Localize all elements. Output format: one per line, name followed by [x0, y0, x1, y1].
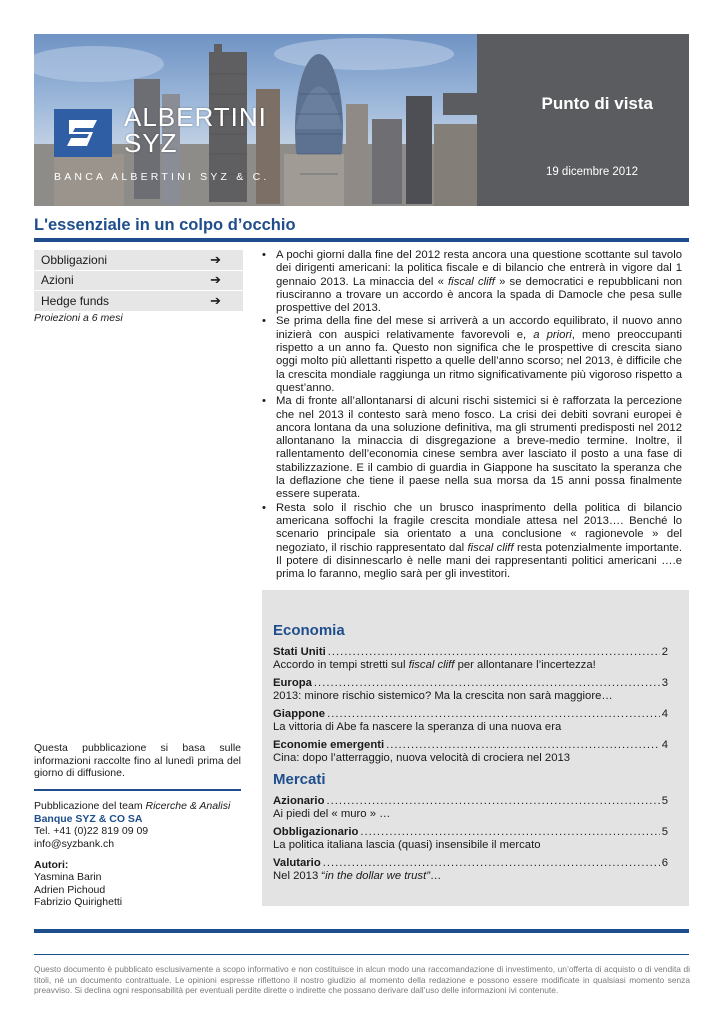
- page-title: L'essenziale in un colpo d’occhio: [34, 216, 296, 234]
- outlook-label: Azioni: [41, 273, 74, 288]
- toc-item-obbligazionario[interactable]: Obbligazionario ..... 5 La politica italiana lascia (quasi) insensibile il mercato: [273, 826, 668, 852]
- toc-item-economie-emergenti[interactable]: Economie emergenti ..... 4 Cina: dopo l’atterraggio, nuova velocità di crociera nel 2013: [273, 739, 668, 765]
- team-info: [34, 800, 249, 850]
- team-phone: Tel. +41 (0)22 819 09 09: [34, 825, 149, 838]
- brand-name: [124, 104, 267, 156]
- outlook-row-hedge-funds: [34, 291, 243, 312]
- footer-divider-thin: [34, 954, 689, 955]
- author-name: Yasmina Barin: [34, 871, 102, 884]
- brand-name-line1: ALBERTINI: [124, 102, 267, 132]
- toc-item-stati-uniti[interactable]: Stati Uniti ..... 2 Accordo in tempi stretti sul fiscal cliff per allontanare l’incertezza!: [273, 646, 668, 672]
- left-divider: [34, 789, 241, 791]
- title-panel: [477, 34, 689, 206]
- disclaimer-text: Questo documento è pubblicato esclusivamente a scopo informativo e non costituisce in alcun modo una raccomandazione di investimento, un’offerta di acquisto o di vendita di titoli, né un documento contrattuale. Le opinioni espresse riflettono il nostro giudizio al momento della redazione e possono essere modificate in qualsiasi momento senza preavviso. Si declina ogni responsabilità per eventuali perdite dirette o indirette che possano derivare dall’uso delle informazioni ivi contenute.: [34, 964, 690, 996]
- header-banner: [34, 34, 689, 206]
- team-intro: Pubblicazione del team Ricerche & Analisi: [34, 800, 231, 812]
- outlook-row-equities: [34, 271, 243, 292]
- key-point: • Ma di fronte all’allontanarsi di alcuni rischi sistemici si è rafforzata la percezione che nel 2013 il contesto sarà meno fosco. La crisi dei debiti sovrani europei è ancora lontana da una soluzione definitiva, ma gli strumenti predisposti nel 2012 allontanano la minaccia di disgregazione a breve-medio termine. Inoltre, il rallentamento dell’economia cinese sembra aver lasciato il posto a una fase di stabilizzazione. E il cambio di guardia in Giappone ha suscitato la speranza che la deflazione che tiene il paese nella sua morsa da 15 anni possa finalmente essere superata.: [262, 395, 682, 501]
- team-email[interactable]: info@syzbank.ch: [34, 837, 115, 850]
- table-of-contents: [262, 590, 689, 906]
- authors: [34, 859, 241, 909]
- toc-section-mercati: Mercati: [273, 771, 326, 788]
- toc-item-europa[interactable]: Europa ..... 3 2013: minore rischio sistemico? Ma la crescita non sarà maggiore…: [273, 677, 668, 703]
- right-arrow-icon: ➔: [210, 251, 221, 267]
- brand-logo-icon: [54, 109, 112, 157]
- toc-item-azionario[interactable]: Azionario ..... 5 Ai piedi del « muro » …: [273, 795, 668, 821]
- toc-section-economia: Economia: [273, 622, 345, 639]
- author-name: Fabrizio Quirighetti: [34, 896, 123, 909]
- team-brand: Banque SYZ & CO SA: [34, 812, 143, 825]
- outlook-label: Hedge funds: [41, 293, 110, 308]
- right-arrow-icon: ➔: [210, 272, 221, 288]
- authors-label: Autori:: [34, 859, 69, 871]
- publication-note: Questa pubblicazione si basa sulle informazioni raccolte fino al lunedì prima del giorno di diffusione.: [34, 742, 241, 780]
- heading-divider: [34, 238, 689, 242]
- brand-subtitle: BANCA ALBERTINI SYZ & C.: [54, 171, 270, 183]
- key-point: • Resta solo il rischio che un brusco inasprimento della politica di bilancio americana soffochi la fragile crescita mondiale attesa nel 2013…. Benché lo scenario principale sia orientato a una conclusione « ragionevole » del negoziato, il rischio rappresentato dal fiscal cliff resta potenzialmente importante. Il potere di disinnescarlo è nelle mani dei rappresentanti politici americani ….e prima lo faranno, meglio sarà per gli investitori.: [262, 502, 682, 582]
- outlook-table: [34, 250, 243, 312]
- toc-item-valutario[interactable]: Valutario ..... 6 Nel 2013 “in the dollar we trust”…: [273, 857, 668, 883]
- key-points-list: [262, 249, 682, 581]
- author-name: Adrien Pichoud: [34, 883, 106, 896]
- footer-divider: [34, 929, 689, 933]
- right-arrow-icon: ➔: [210, 292, 221, 308]
- outlook-label: Obbligazioni: [41, 252, 108, 267]
- key-point: • Se prima della fine del mese si arriverà a un accordo equilibrato, il nuovo anno inizierà con auspici relativamente favorevoli e, a priori, meno preoccupanti rispetto a un anno fa. Questo non significa che le prospettive di crescita siano oggi molto più allettanti rispetto a quelle dell’anno scorso; nel 2013, è difficile che la crescita mondiale raggiunga un ritmo significativamente più vigoroso rispetto a quest’anno.: [262, 315, 682, 395]
- key-point: • A pochi giorni dalla fine del 2012 resta ancora una questione scottante sul tavolo dei dirigenti americani: la politica fiscale e di bilancio che entrerà in vigore dal 1 gennaio 2013. La minaccia del « fiscal cliff » se democratici e repubblicani non riusciranno a trovare un accordo è ancora la spada di Damocle che pesa sulle prospettive del 2013.: [262, 249, 682, 315]
- brand-name-line2: SYZ: [124, 128, 178, 158]
- publication-title: Punto di vista: [443, 93, 655, 115]
- toc-item-giappone[interactable]: Giappone ..... 4 La vittoria di Abe fa nascere la speranza di una nuova era: [273, 708, 668, 734]
- outlook-row-bonds: [34, 250, 243, 271]
- publication-date: 19 dicembre 2012: [545, 166, 638, 178]
- outlook-note: Proiezioni a 6 mesi: [34, 312, 123, 324]
